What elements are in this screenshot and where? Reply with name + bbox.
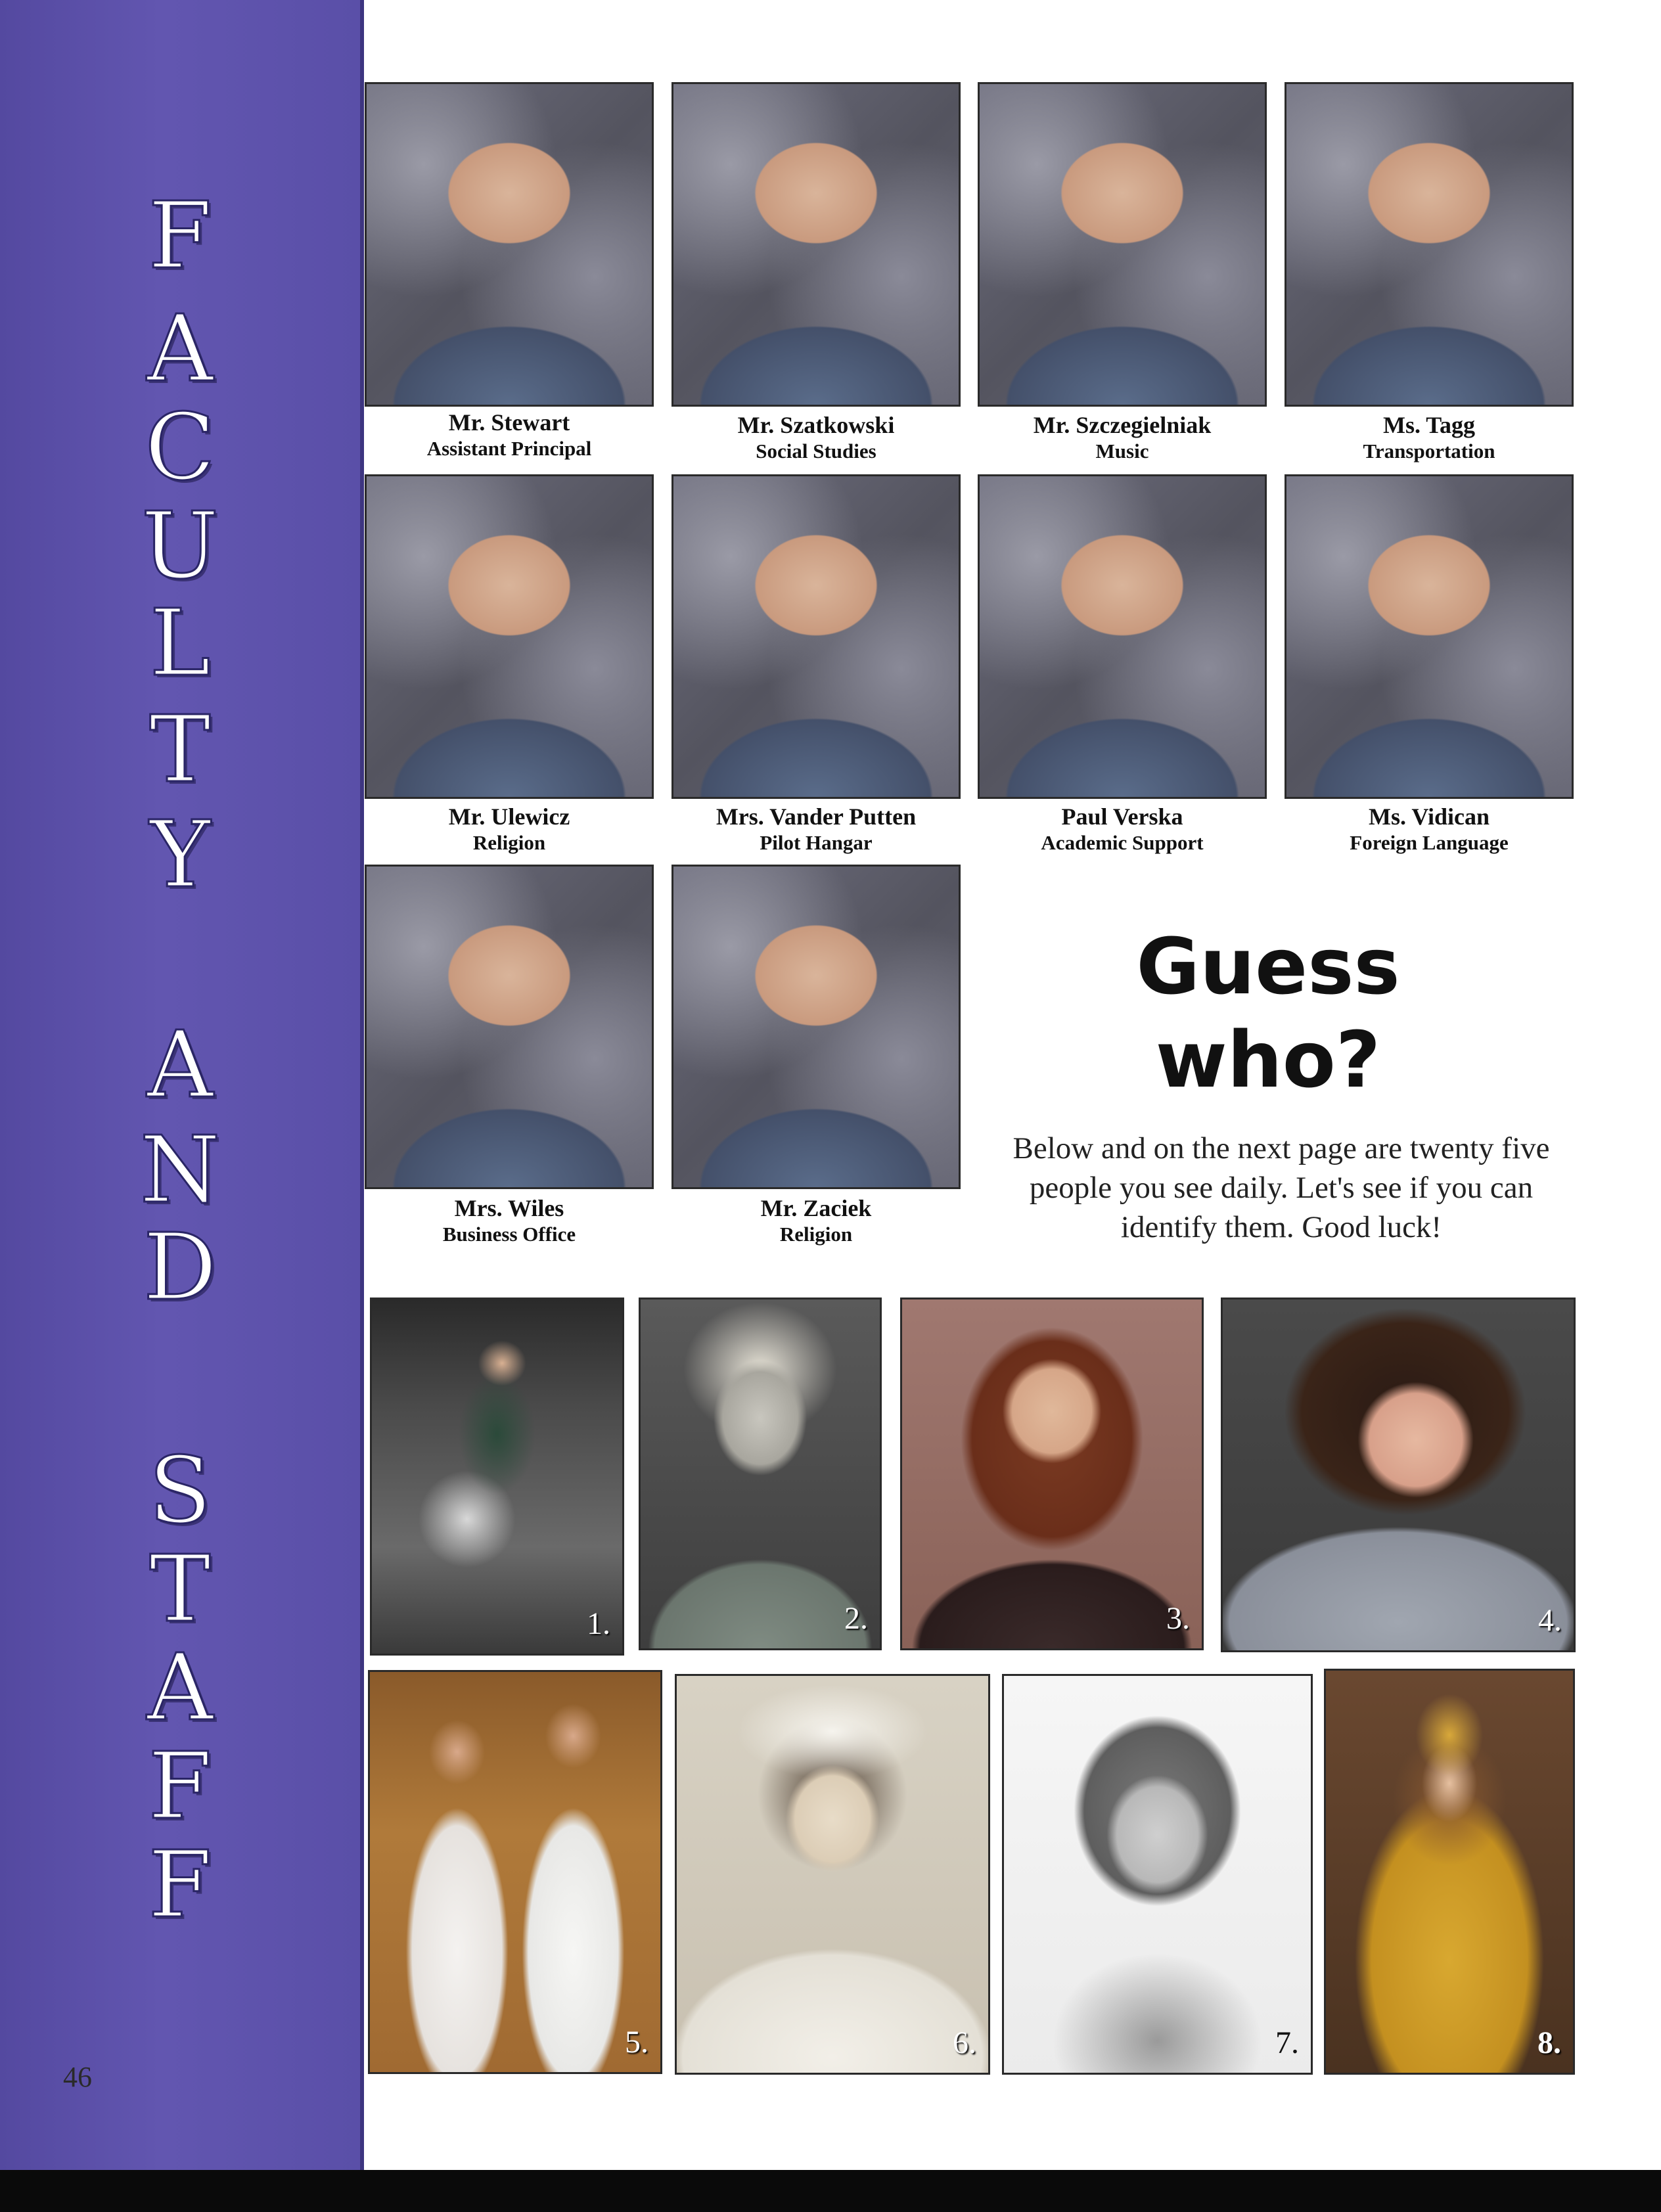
staff-name: Mrs. Vander Putten: [716, 803, 917, 830]
sidebar-letter: N: [139, 1117, 221, 1224]
photo-number: 4.: [1538, 1603, 1562, 1638]
staff-caption: [1275, 803, 1583, 855]
staff-caption: [355, 1194, 664, 1247]
staff-caption: [355, 803, 664, 855]
staff-role: Business Office: [442, 1223, 576, 1246]
guess-photo: [368, 1670, 662, 2074]
staff-portrait: [671, 82, 961, 407]
sidebar-letter: S: [148, 1437, 212, 1545]
staff-name: Paul Verska: [1061, 803, 1183, 830]
staff-caption: [662, 803, 970, 855]
page-number: 46: [63, 2061, 92, 2093]
sidebar-letter: F: [148, 183, 212, 290]
sidebar-letter: T: [149, 696, 211, 803]
sidebar-letter: C: [145, 394, 216, 501]
photo-number: 1.: [587, 1606, 610, 1641]
staff-caption: [662, 411, 970, 464]
guess-photo: [675, 1674, 990, 2075]
sidebar-letter: U: [141, 493, 219, 600]
staff-portrait: [671, 474, 961, 799]
staff-role: Pilot Hangar: [760, 831, 873, 854]
guess-photo: [1324, 1669, 1575, 2075]
staff-portrait: [365, 865, 654, 1189]
guess-who-title-line: who?: [1155, 1014, 1381, 1105]
staff-portrait: [365, 474, 654, 799]
staff-caption: [968, 411, 1277, 464]
staff-role: Transportation: [1363, 440, 1495, 463]
guess-who-title-line: Guess: [1136, 921, 1400, 1012]
staff-caption: [355, 409, 664, 461]
photo-number: 5.: [625, 2025, 648, 2060]
guess-who-text-line: identify them. Good luck!: [1120, 1210, 1442, 1244]
photo-number: 3.: [1166, 1601, 1190, 1636]
sidebar-letter: Y: [149, 801, 211, 909]
sidebar-letter: A: [147, 1635, 214, 1742]
staff-name: Ms. Tagg: [1382, 412, 1476, 438]
guess-photo: [1221, 1298, 1576, 1652]
staff-portrait: [978, 82, 1267, 407]
guess-who-text-line: people you see daily. Let's see if you can: [1029, 1171, 1534, 1205]
staff-portrait: [1285, 474, 1574, 799]
sidebar-letter: F: [148, 1733, 212, 1840]
staff-name: Mr. Zaciek: [760, 1195, 872, 1221]
staff-portrait: [978, 474, 1267, 799]
guess-photo: [370, 1298, 624, 1656]
staff-role: Academic Support: [1041, 831, 1204, 854]
bottom-bar: [0, 2170, 1661, 2212]
staff-role: Music: [1095, 440, 1149, 463]
staff-name: Ms. Vidican: [1368, 803, 1490, 830]
staff-portrait: [1285, 82, 1574, 407]
guess-who-text: [972, 1129, 1590, 1247]
staff-portrait: [365, 82, 654, 407]
staff-role: Religion: [779, 1223, 853, 1246]
staff-role: Assistant Principal: [426, 437, 592, 460]
guess-who-title: [1045, 920, 1491, 1106]
staff-name: Mr. Ulewicz: [448, 803, 570, 830]
photo-number: 7.: [1275, 2025, 1299, 2060]
sidebar-letter: T: [149, 1536, 211, 1643]
staff-role: Religion: [472, 831, 546, 854]
staff-name: Mr. Szczegielniak: [1033, 412, 1212, 438]
staff-role: Social Studies: [756, 440, 876, 463]
staff-name: Mrs. Wiles: [454, 1195, 564, 1221]
guess-photo: [639, 1298, 882, 1650]
sidebar-letter: A: [147, 296, 214, 403]
sidebar-letter: A: [147, 1012, 214, 1119]
staff-caption: [662, 1194, 970, 1247]
staff-caption: [1275, 411, 1583, 464]
sidebar-letter: L: [149, 590, 211, 697]
sidebar-letter: D: [143, 1214, 217, 1321]
photo-number: 2.: [844, 1601, 868, 1636]
staff-name: Mr. Szatkowski: [737, 412, 895, 438]
sidebar-banner: [0, 0, 364, 2170]
guess-who-text-line: Below and on the next page are twenty five: [1013, 1131, 1550, 1165]
staff-caption: [968, 803, 1277, 855]
staff-role: Foreign Language: [1350, 831, 1509, 854]
sidebar-letter: F: [148, 1832, 212, 1939]
guess-photo: [900, 1298, 1204, 1650]
photo-number: 6.: [953, 2025, 976, 2060]
guess-photo: [1002, 1674, 1313, 2075]
photo-number: 8.: [1537, 2025, 1561, 2060]
staff-name: Mr. Stewart: [448, 409, 570, 436]
staff-portrait: [671, 865, 961, 1189]
